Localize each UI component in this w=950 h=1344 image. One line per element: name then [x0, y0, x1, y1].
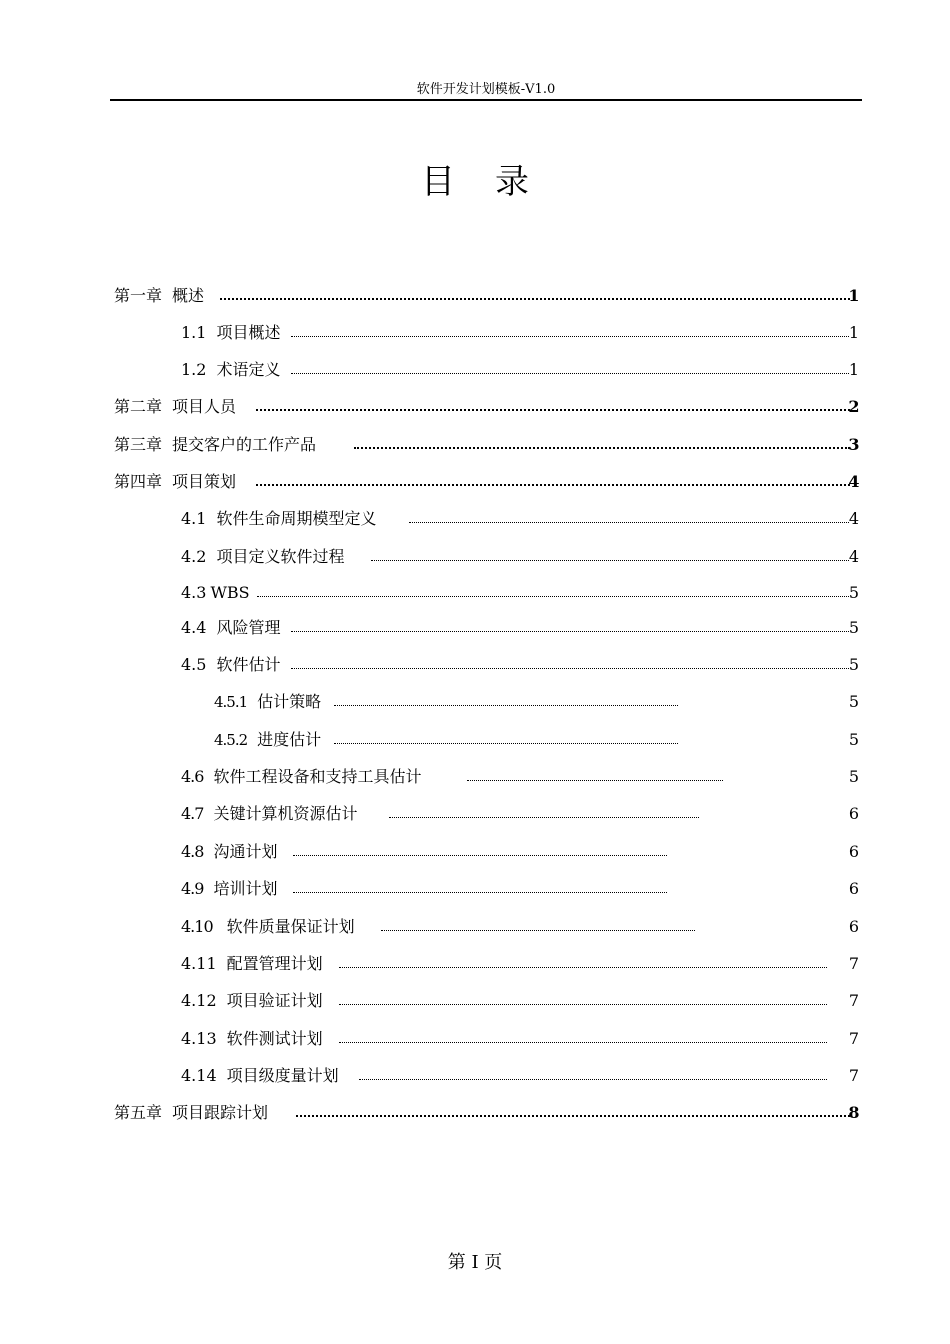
toc-page-number: 8	[848, 1103, 860, 1122]
toc-label: 培训计划	[213, 879, 278, 898]
toc-number: 第一章	[114, 286, 163, 305]
toc-page-number: 3	[848, 435, 860, 454]
toc-number: 第二章	[114, 397, 163, 416]
toc-number: 4.9	[181, 879, 204, 898]
toc-label: 项目人员	[172, 397, 237, 416]
toc-label: 风险管理	[216, 618, 281, 637]
toc-leader	[409, 522, 849, 523]
toc-label: 项目级度量计划	[226, 1066, 339, 1085]
toc-page-number: 7	[848, 954, 860, 973]
toc-number: 第五章	[114, 1103, 163, 1122]
toc-leader	[467, 780, 723, 781]
toc-number: 4.5.1	[214, 693, 248, 711]
toc-label: 软件质量保证计划	[226, 917, 355, 936]
toc-chapter-4[interactable]	[114, 471, 874, 493]
toc-page-number: 4	[848, 547, 860, 566]
toc-label: 配置管理计划	[226, 954, 323, 973]
toc-label: 项目跟踪计划	[172, 1103, 269, 1122]
toc-page-number: 6	[848, 917, 860, 936]
toc-label: 软件测试计划	[226, 1029, 323, 1048]
toc-section-4-10[interactable]	[181, 916, 874, 938]
toc-label: 软件工程设备和支持工具估计	[213, 767, 422, 786]
toc-section-4-5-2[interactable]	[214, 729, 874, 751]
toc-section-4-13[interactable]	[181, 1028, 874, 1050]
toc-page-number: 5	[848, 583, 860, 602]
toc-chapter-2[interactable]	[114, 396, 874, 418]
toc-number: 4.13	[181, 1029, 217, 1048]
toc-number: 4.12	[181, 991, 217, 1010]
toc-page-number: 6	[848, 879, 860, 898]
toc-number: 4.7	[181, 804, 204, 823]
toc-page-number: 1	[848, 286, 860, 305]
toc-section-4-6[interactable]	[181, 766, 874, 788]
toc-number: 4.14	[181, 1066, 217, 1085]
toc-label: 概述	[172, 286, 205, 305]
toc-section-4-4[interactable]	[181, 617, 874, 639]
toc-number: 第四章	[114, 472, 163, 491]
toc-page-number: 6	[848, 804, 860, 823]
toc-number: 4.10	[181, 917, 213, 936]
toc-number: 4.5	[181, 655, 207, 674]
toc-chapter-3[interactable]	[114, 434, 874, 456]
toc-chapter-5[interactable]	[114, 1102, 874, 1124]
toc-leader	[381, 930, 695, 931]
toc-section-4-14[interactable]	[181, 1065, 874, 1087]
toc-page-number: 4	[848, 509, 860, 528]
toc-label: 进度估计	[257, 730, 322, 749]
toc-label: 术语定义	[216, 360, 281, 379]
toc-number: 4.5.2	[214, 731, 248, 749]
toc-number: 4.1	[181, 509, 207, 528]
toc-leader	[339, 967, 827, 968]
toc-number: 1.1	[181, 323, 207, 342]
toc-leader	[339, 1042, 827, 1043]
toc-page-number: 1	[848, 323, 860, 342]
toc-section-4-8[interactable]	[181, 841, 874, 863]
header-rule	[110, 99, 862, 101]
toc-label: 软件生命周期模型定义	[216, 509, 377, 528]
toc-section-4-3[interactable]	[181, 582, 874, 604]
toc-page-number: 7	[848, 1029, 860, 1048]
toc-number: 4.8	[181, 842, 204, 861]
toc-page-number: 7	[848, 1066, 860, 1085]
toc-section-4-12[interactable]	[181, 990, 874, 1012]
toc-page-number: 5	[848, 618, 860, 637]
toc-number: 4.11	[181, 954, 217, 973]
toc-section-1-2[interactable]	[181, 359, 874, 381]
toc-page-number: 4	[848, 472, 860, 491]
toc-leader	[291, 373, 849, 374]
toc-label: 提交客户的工作产品	[172, 435, 317, 454]
toc-label: WBS	[210, 583, 250, 602]
toc-page-number: 5	[848, 730, 860, 749]
toc-label: 关键计算机资源估计	[213, 804, 358, 823]
toc-number: 4.6	[181, 767, 204, 786]
toc-label: 沟通计划	[213, 842, 278, 861]
toc-section-4-7[interactable]	[181, 803, 874, 825]
toc-label: 估计策略	[257, 692, 322, 711]
toc-title: 目录	[421, 162, 569, 202]
toc-page-number: 2	[848, 397, 860, 416]
toc-page-number: 1	[848, 360, 860, 379]
toc-chapter-1[interactable]	[114, 285, 874, 307]
toc-leader	[220, 298, 850, 300]
toc-leader	[354, 447, 850, 449]
toc-number: 第三章	[114, 435, 163, 454]
toc-leader	[334, 705, 678, 706]
toc-leader	[334, 743, 678, 744]
toc-leader	[371, 560, 849, 561]
toc-section-4-1[interactable]	[181, 508, 874, 530]
toc-leader	[389, 817, 699, 818]
toc-section-1-1[interactable]	[181, 322, 874, 344]
toc-leader	[256, 484, 850, 486]
toc-page-number: 5	[848, 767, 860, 786]
toc-page-number: 6	[848, 842, 860, 861]
toc-number: 4.3	[181, 583, 207, 602]
toc-section-4-11[interactable]	[181, 953, 874, 975]
toc-leader	[291, 631, 849, 632]
toc-page-number: 7	[848, 991, 860, 1010]
toc-section-4-5-1[interactable]	[214, 691, 874, 713]
toc-section-4-9[interactable]	[181, 878, 874, 900]
running-header: 软件开发计划模板-V1.0	[416, 82, 556, 97]
toc-leader	[293, 855, 667, 856]
toc-leader	[359, 1079, 827, 1080]
toc-label: 项目概述	[216, 323, 281, 342]
toc-leader	[293, 892, 667, 893]
toc-label: 项目定义软件过程	[216, 547, 345, 566]
toc-label: 项目策划	[172, 472, 237, 491]
toc-page-number: 5	[848, 692, 860, 711]
toc-number: 4.4	[181, 618, 207, 637]
toc-section-4-2[interactable]	[181, 546, 874, 568]
toc-number: 4.2	[181, 547, 207, 566]
toc-leader	[296, 1115, 850, 1117]
toc-number: 1.2	[181, 360, 207, 379]
toc-page-number: 5	[848, 655, 860, 674]
toc-leader	[291, 668, 849, 669]
toc-label: 软件估计	[216, 655, 281, 674]
toc-leader	[339, 1004, 827, 1005]
toc-leader	[291, 336, 849, 337]
toc-leader	[257, 596, 849, 597]
toc-leader	[256, 409, 850, 411]
toc-label: 项目验证计划	[226, 991, 323, 1010]
page-footer: 第 I 页	[447, 1252, 503, 1273]
toc-section-4-5[interactable]	[181, 654, 874, 676]
